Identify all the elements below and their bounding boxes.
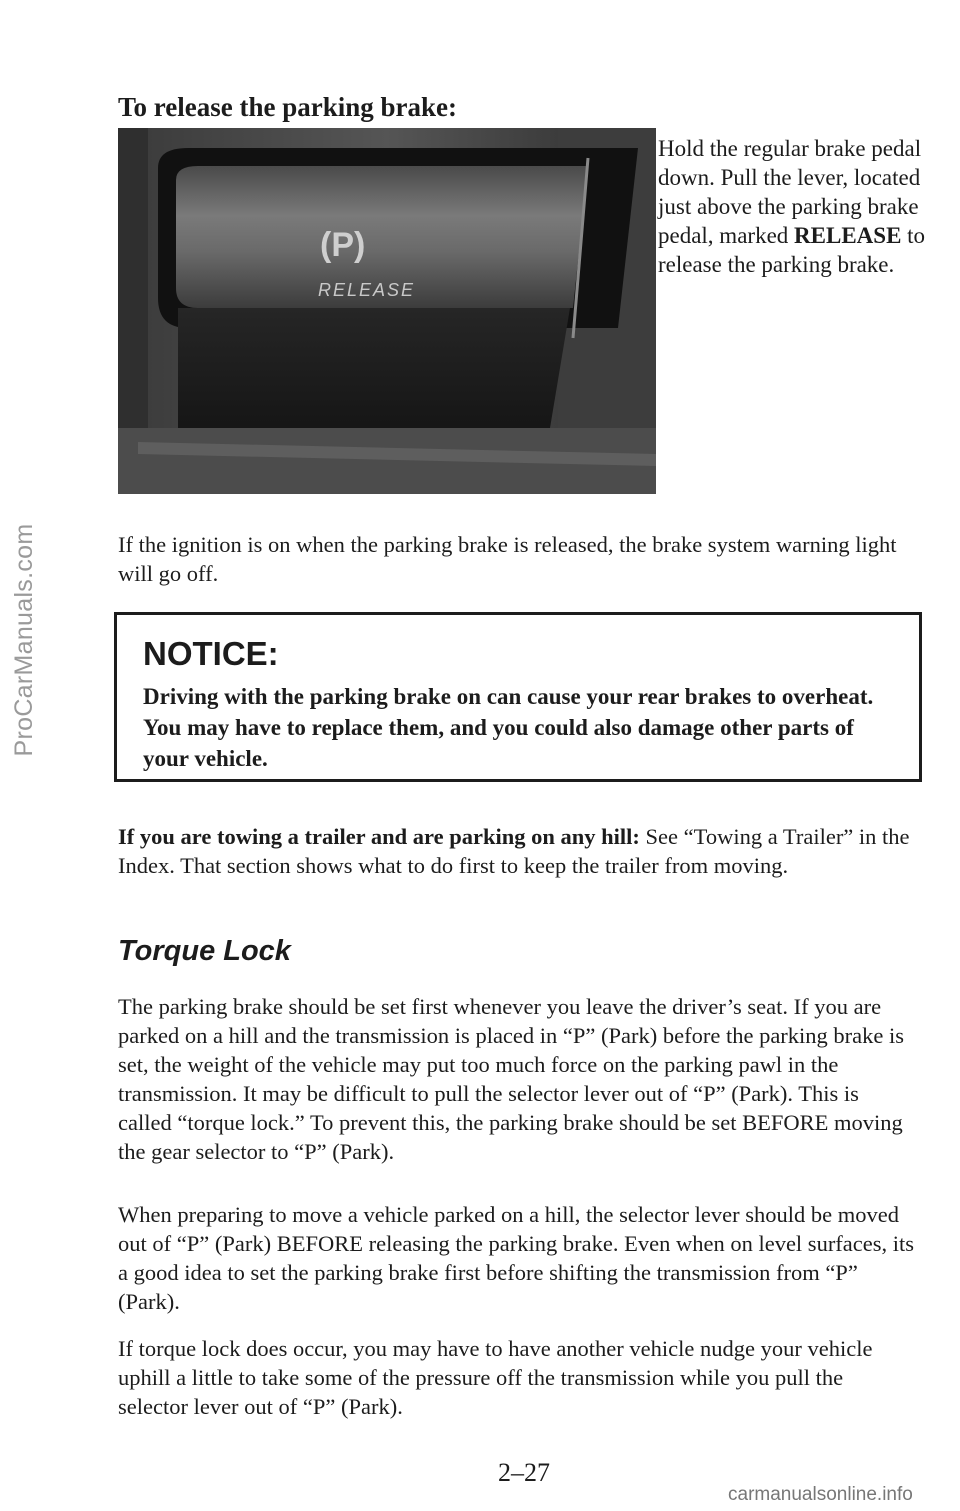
towing-text: See “Towing a Trailer” in the Index. That section shows what to do first to keep the trailer from moving. [118, 824, 910, 878]
release-lever-illustration [118, 128, 656, 494]
page-number: 2–27 [498, 1458, 550, 1487]
torque-lock-paragraph-2: When preparing to move a vehicle parked on a hill, the selector lever should be moved out of “P” (Park) BEFORE releasing the parking brake. Even when on level surfaces, its a good idea to set the parking brake first before shifting the transmission from “P” (Park). [118, 1202, 915, 1314]
release-instructions-bold: RELEASE [794, 223, 902, 248]
notice-title: NOTICE: [143, 635, 279, 672]
torque-lock-paragraph-3: If torque lock does occur, you may have to have another vehicle nudge your vehicle uphill a little to take some of the pressure off the transmission while you pull the selector lever out of “P” (Park). [118, 1336, 873, 1419]
side-watermark-text: ProCarManuals.com [10, 523, 38, 757]
release-label-text: RELEASE [318, 280, 416, 300]
notice-box [114, 612, 922, 782]
side-watermark [10, 523, 50, 757]
release-instructions-start: Hold the regular brake pedal down. Pull the lever, located just above the parking brake pedal, marked [658, 136, 922, 248]
release-instructions-end: to release the parking brake. [658, 223, 926, 277]
parking-brake-release-photo [118, 128, 656, 494]
ignition-paragraph: If the ignition is on when the parking brake is released, the brake system warning light will go off. [118, 532, 897, 586]
release-instructions [658, 134, 928, 279]
towing-lead: If you are towing a trailer and are parking on any hill: [118, 824, 640, 849]
torque-lock-paragraph-1: The parking brake should be set first whenever you leave the driver’s seat. If you are parked on a hill and the transmission is placed in “P” (Park) before the parking brake is set, the weight of the vehicle may put too much force on the parking pawl in the transmission. It may be difficult to pull the selector lever out of “P” (Park). This is called “torque lock.” To prevent this, the parking brake should be set BEFORE moving the gear selector to “P” (Park). [118, 994, 905, 1164]
release-heading: To release the parking brake: [118, 92, 458, 122]
parking-symbol-text: (P) [320, 226, 366, 264]
notice-body: Driving with the parking brake on can cause your rear brakes to overheat. You may have to replace them, and you could also damage other parts of your vehicle. [143, 684, 874, 771]
towing-paragraph [118, 822, 918, 880]
torque-lock-heading: Torque Lock [118, 935, 291, 967]
footer-watermark: carmanualsonline.info [728, 1484, 913, 1505]
